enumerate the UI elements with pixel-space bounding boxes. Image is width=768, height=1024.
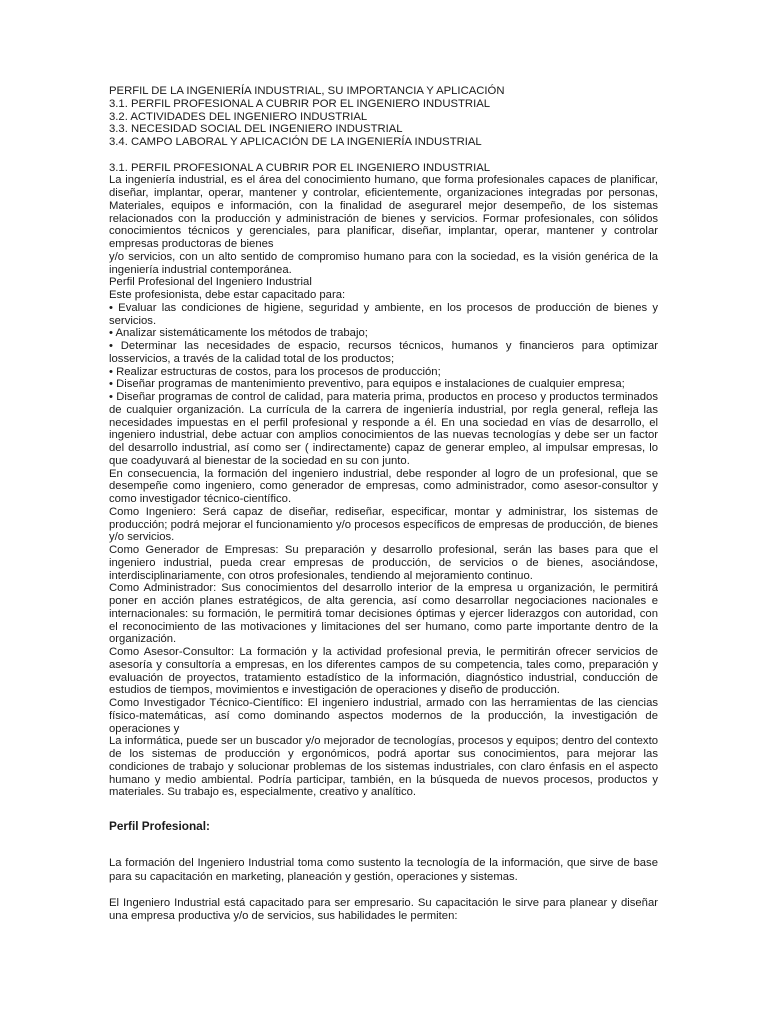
paragraph: La informática, puede ser un buscador y/o mejorador de tecnologías, procesos y equipos; dentro del contexto de los sistemas de producción y ergonómicos, podrá aportar sus conocimientos, para mejorar las condiciones de trabajo y solucionar problemas de los sistemas industriales, con claro énfasis en el aspecto humano y medio ambiental. Podría participar, también, en la búsqueda de nuevos procesos, productos y materiales. Su trabajo es, especialmente, creativo y analítico. — [109, 735, 658, 799]
paragraph: La ingeniería industrial, es el área del conocimiento humano, que forma profesionales capaces de planificar, diseñar, implantar, operar, mantener y controlar, eficientemente, organizaciones integradas por personas, Materiales, equipos e información, con la finalidad de asegurarel mejor desempeño, de los sistemas relacionados con la producción y administración de bienes y servicios. Formar profesionales, con sólidos conocimientos técnicos y gerenciales, para planificar, diseñar, implantar, operar, mantener y controlar empresas productoras de bienes — [109, 174, 658, 250]
toc-item: 3.4. CAMPO LABORAL Y APLICACIÓN DE LA INGENIERÍA INDUSTRIAL — [109, 136, 482, 148]
bullet-item: • Diseñar programas de control de calidad, para materia prima, productos en proceso y productos terminados de cualquier organización. La currícula de la carrera de ingeniería industrial, por regla general, refleja las necesidades impuestas en el perfil profesional y responde a él. En una sociedad en vías de desarrollo, el ingeniero industrial, debe actuar con amplios conocimientos de las nuevas tecnologías y debe ser un factor del desarrollo industrial, así como ser ( indirectamente) capaz de generar empleo, al impulsar empresas, lo que coadyuvará al bienestar de la sociedad en su con junto. — [109, 391, 658, 467]
bullet-item: • Diseñar programas de mantenimiento preventivo, para equipos e instalaciones de cualquier empresa; — [109, 378, 625, 391]
section-heading-bold: Perfil Profesional: — [109, 819, 210, 833]
doc-title: PERFIL DE LA INGENIERÍA INDUSTRIAL, SU IMPORTANCIA Y APLICACIÓN — [109, 85, 505, 97]
perfil-profesional-section — [109, 820, 658, 936]
paragraph: Este profesionista, debe estar capacitado para: — [109, 289, 346, 301]
toc-item: 3.1. PERFIL PROFESIONAL A CUBRIR POR EL INGENIERO INDUSTRIAL — [109, 97, 491, 110]
bullet-item: • Realizar estructuras de costos, para los procesos de producción; — [109, 365, 441, 378]
bullet-item: • Evaluar las condiciones de higiene, seguridad y ambiente, en los procesos de producción de bienes y servicios. — [109, 301, 658, 327]
paragraph: La formación del Ingeniero Industrial toma como sustento la tecnología de la información, que sirve de base para su capacitación en marketing, planeación y gestión, operaciones y sistemas. — [109, 857, 658, 883]
bullet-item: • Determinar las necesidades de espacio, recursos técnicos, humanos y financieros para optimizar losservicios, a través de la calidad total de los productos; — [109, 340, 658, 365]
paragraph: Como Ingeniero: Será capaz de diseñar, rediseñar, especificar, montar y administrar, los sistemas de producción; podrá mejorar el funcionamiento y/o procesos específicos de empresas de producción, de bienes y/o servicios. — [109, 505, 658, 544]
paragraph: El Ingeniero Industrial está capacitado para ser empresario. Su capacitación le sirve para planear y diseñar una empresa productiva y/o de servicios, sus habilidades le permiten: — [109, 896, 658, 923]
paragraph: Como Administrador: Sus conocimientos del desarrollo interior de la empresa u organización, le permitirá poner en acción planes estratégicos, de alta gerencia, así como desarrollar negociaciones nacionales e internacionales: su formación, le permitirá tomar decisiones óptimas y ejercer liderazgos con autoridad, con el reconocimiento de las motivaciones y limitaciones del ser humano, como parte importante dentro de la organización. — [109, 582, 658, 646]
bullet-item: • Analizar sistemáticamente los métodos de trabajo; — [109, 327, 368, 340]
toc-item: 3.2. ACTIVIDADES DEL INGENIERO INDUSTRIAL — [109, 110, 368, 123]
paragraph: Como Investigador Técnico-Científico: El ingeniero industrial, armado con las herramientas de las ciencias físico-matemáticas, así como dominando aspectos modernos de la producción, la investigación de operaciones y — [109, 697, 658, 735]
document-body — [109, 85, 658, 799]
paragraph: y/o servicios, con un alto sentido de compromiso humano para con la sociedad, es la visión genérica de la ingeniería industrial contemporánea. — [109, 250, 658, 276]
paragraph: Como Generador de Empresas: Su preparación y desarrollo profesional, serán las bases para que el ingeniero industrial, pueda crear empresas de producción, de servicios o de bienes, asociándose, interdisciplinariamente, con otros profesionales, tendiendo al mejoramiento continuo. — [109, 544, 658, 582]
section-heading: 3.1. PERFIL PROFESIONAL A CUBRIR POR EL INGENIERO INDUSTRIAL — [109, 161, 491, 174]
spacer — [109, 149, 658, 162]
toc-item: 3.3. NECESIDAD SOCIAL DEL INGENIERO INDUSTRIAL — [109, 123, 403, 136]
subheading: Perfil Profesional del Ingeniero Industrial — [109, 276, 312, 289]
paragraph: Como Asesor-Consultor: La formación y la actividad profesional previa, le permitirán ofrecer servicios de asesoría y consultoría a empresas, en los diferentes campos de su competencia, tales como, preparación y evaluación de proyectos, tratamiento estadístico de la información, diagnóstico industrial, conducción de estudios de tiempos, movimientos e investigación de operaciones y diseño de producción. — [109, 646, 658, 697]
paragraph: En consecuencia, la formación del ingeniero industrial, debe responder al logro de un profesional, que se desempeñe como ingeniero, como generador de empresas, como administrador, como asesor-consultor y como investigador técnico-científico. — [109, 467, 658, 505]
